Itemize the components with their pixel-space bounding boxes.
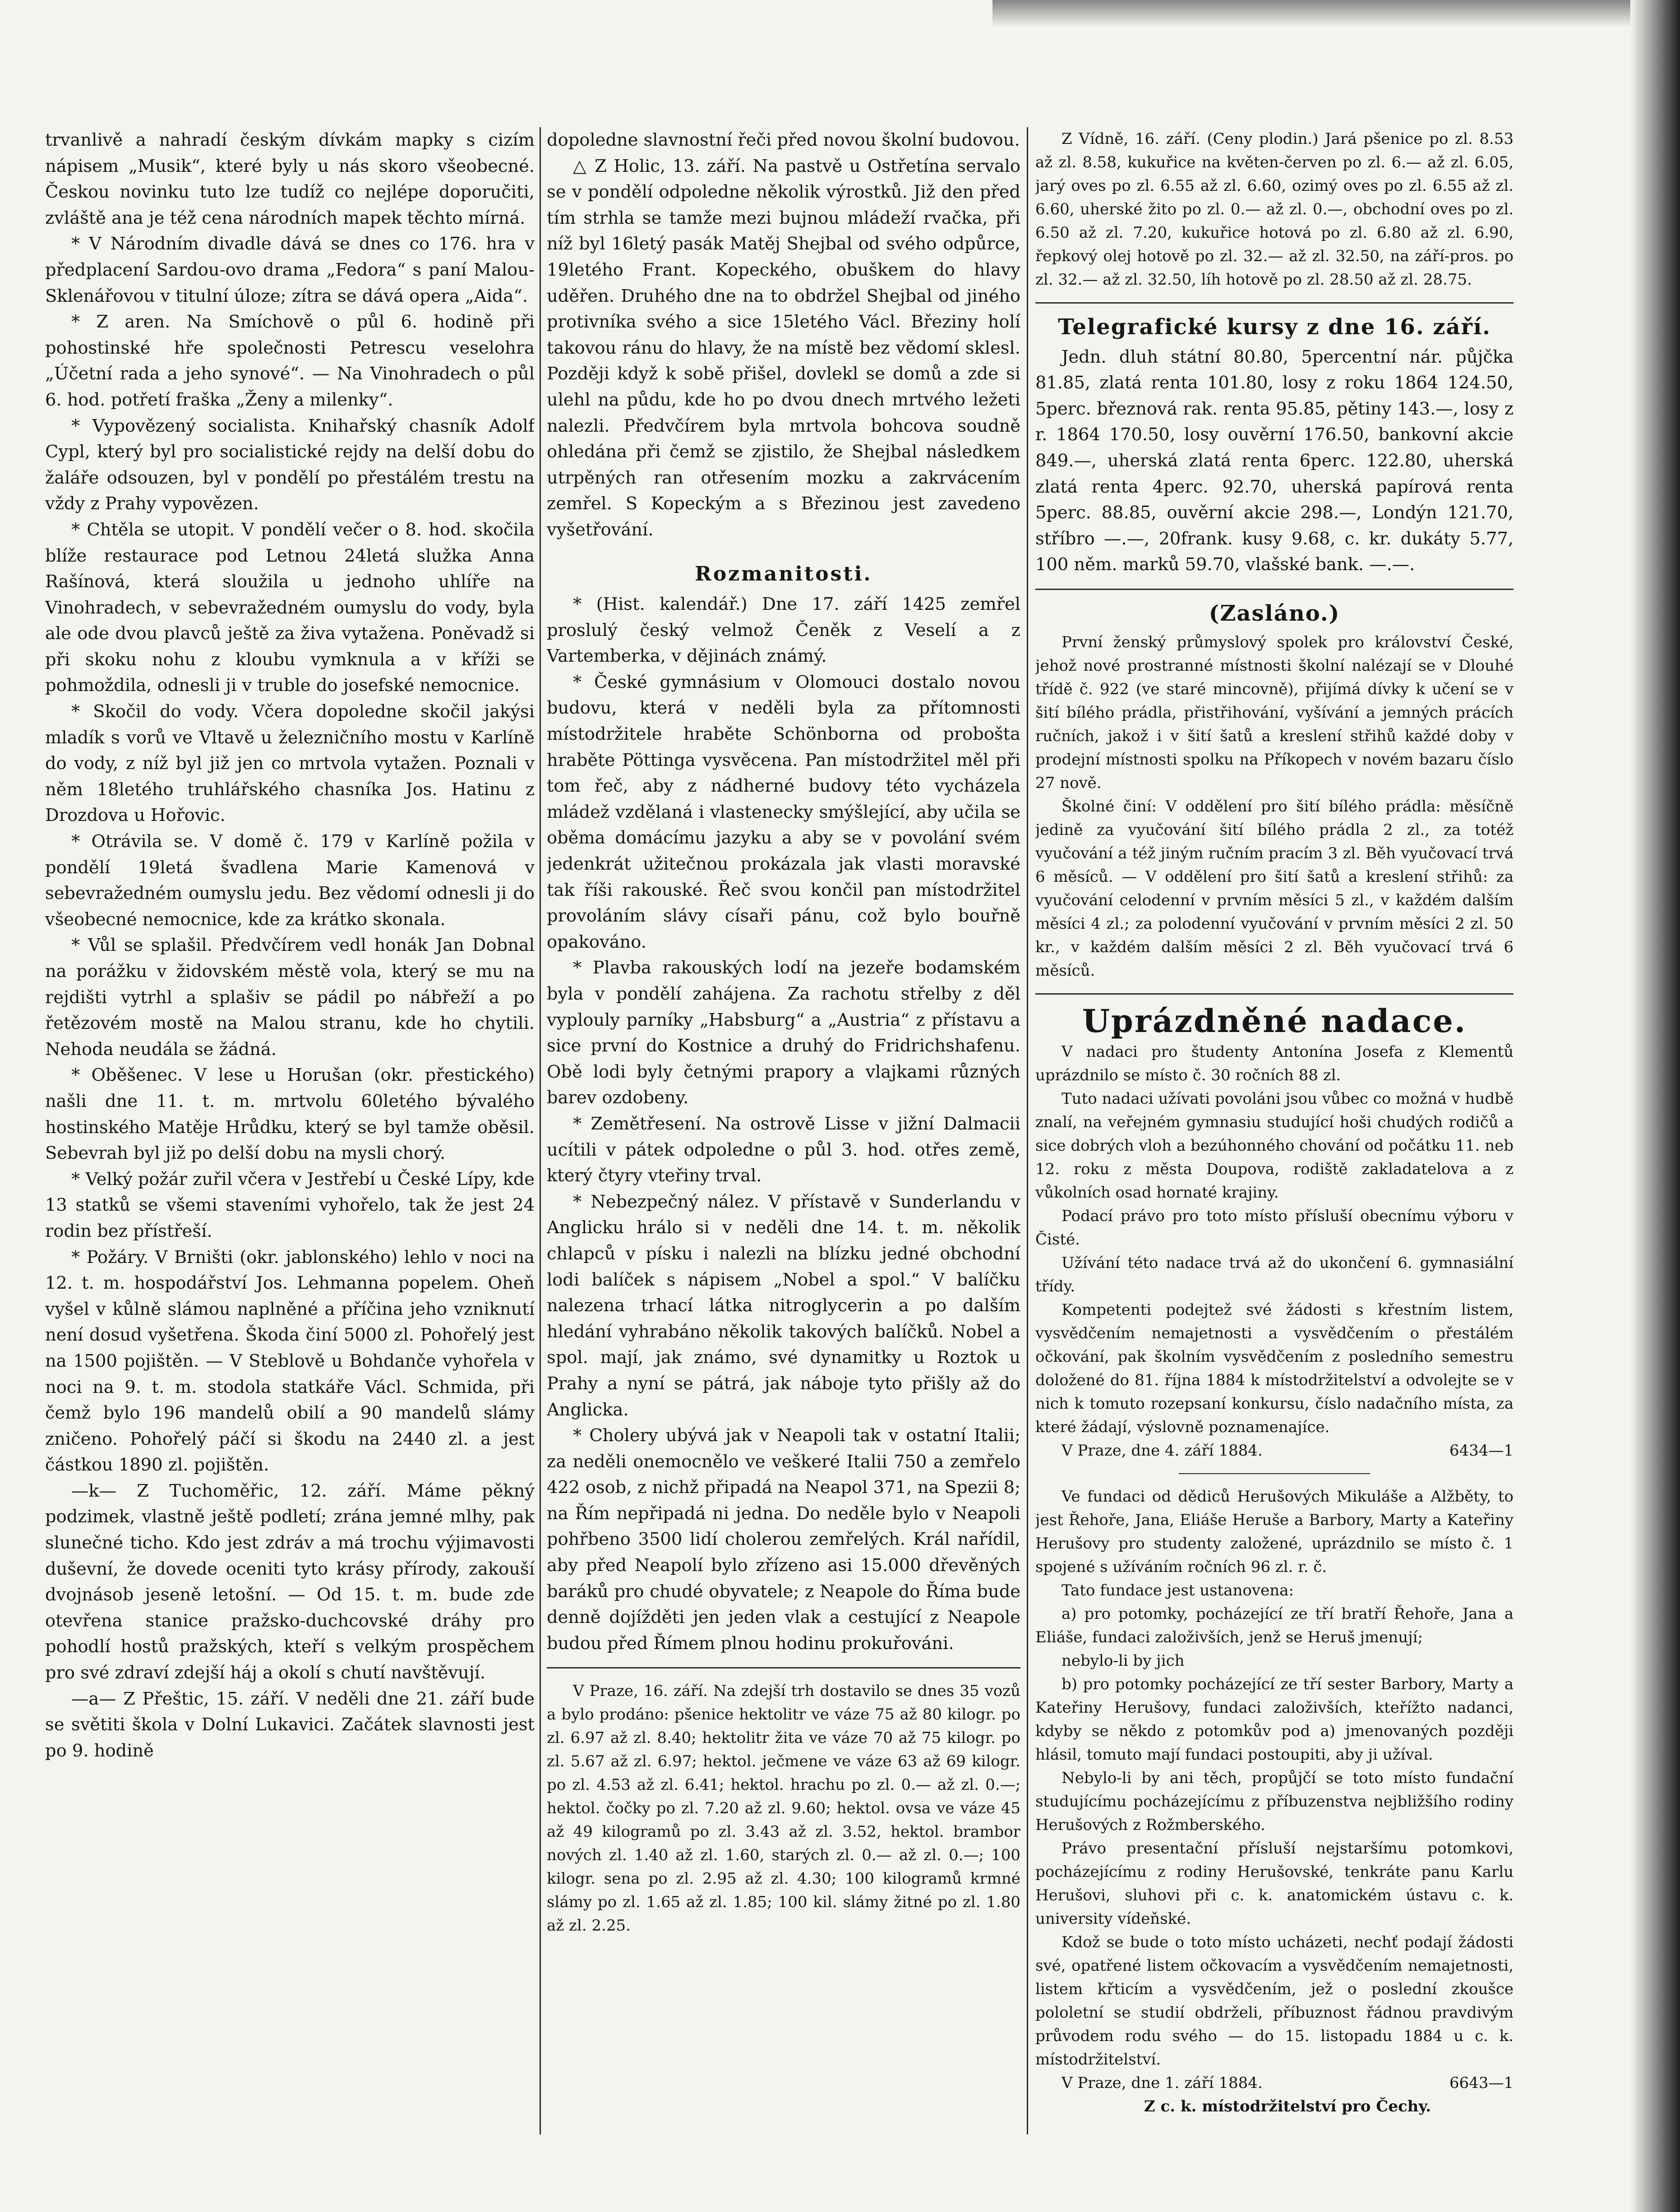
news-paragraph: * Chtěla se utopit. V pondělí večer o 8. hod. skočila blíže restaurace pod Letnou 24letá služka Anna Rašínová, která sloužila u jednoho uhlíře na Vinohradech, v sebevražedném oumyslu do vody, byla ale ode dvou plavců ještě za živa vytažena. Poněvadž si při skoku nohu z kloubu vymknula a v kříži se pohmoždila, odnesli ji v truble do josefské nemocnice. xyxy=(45,519,535,696)
notice-signature xyxy=(1035,1439,1514,1462)
scan-edge-right xyxy=(1630,0,1680,2212)
column-2 xyxy=(547,127,1020,2198)
news-paragraph: * Vůl se splašil. Předvčírem vedl honák Jan Dobnal na porážku v židovském městě vola, který se mu na rejdišti vytrhl a splašiv se pádil po nábřeží a po řetězovém mostě na Malou stranu, kde ho chytili. Nehoda neudála se žádná. xyxy=(45,935,535,1060)
news-paragraph: * Oběšenec. V lese u Horušan (okr. přestického) našli dne 11. t. m. mrtvolu 60letého bývalého hostinského Matěje Hrůdku, který se byl tamže oběsil. Sebevrah byl již po delší dobu na mysli chorý. xyxy=(45,1065,535,1164)
notice-paragraph: Tuto nadaci užívati povoláni jsou vůbec co možná v hudbě znalí, na veřejném gymnasiu studující hoši chudých rodičů a sice dobrých vloh a bezúhonného chování od počátku 11. neb 12. roku z města Doupova, rodiště zakladatelova a z vůkolních osad hornaté krajiny. xyxy=(1035,1090,1514,1202)
notice-reference: 6643—1 xyxy=(1449,2074,1514,2092)
divider xyxy=(1179,1473,1370,1474)
news-paragraph: * V Národním divadle dává se dnes co 176. hra v předplacení Sardou-ovo drama „Fedora“ s paní Malou-Sklenářovou v titulní úloze; zítra se dává opera „Aida“. xyxy=(45,234,535,306)
scan-shadow-top xyxy=(992,0,1630,27)
news-paragraph: * České gymnásium v Olomouci dostalo novou budovu, která v neděli byla za přítomnosti místodržitele hraběte Schönborna od proboštа hraběte Pöttinga vysvěcena. Pan místodržitel měl při tom řeč, aby z nádherné budovy této vycházela mládež vzdělaná i vlastenecky smýšlející, aby učila se oběma domácímu jazyku a aby se v povolání svém jedenkrát užitečnou prokázala jak vlasti moravské tak říši rakouské. Řeč svou končil pan místodržitel provoláním slávy císaři pánu, což bylo bouřně opakováno. xyxy=(547,672,1020,952)
news-paragraph: * Z aren. Na Smíchově o půl 6. hodině při pohostinské hře společnosti Petrescu veselohra „Účetní rada a jeho synové“. — Na Vinohradech o půl 6. hod. potřetí fraška „Ženy a milenky“. xyxy=(45,312,535,410)
news-paragraph: * Plavba rakouských lodí na jezeře bodamském byla v pondělí zahájena. Za rachotu střelby z děl vyplouly parníky „Habsburg“ a „Austria“ z přístavu a sice první do Kostnice a druhý do Fridrichshafenu. Obě lodi byly četnými prapory a vlajkami různých barev ozdobeny. xyxy=(547,958,1020,1108)
news-paragraph: * Skočil do vody. Včera dopoledne skočil jakýsi mladík s vorů ve Vltavě u železničního mostu v Karlíně do vody, z níž byl již jen co mrtvola vytažen. Poznali v něm 18letého truhlářského chasníka Jos. Hatinu z Drozdova u Hořovic. xyxy=(45,701,535,826)
market-report: V Praze, 16. září. Na zdejší trh dostavilo se dnes 35 vozů a bylo prodáno: pšenice hektolitr ve váze 75 až 80 kilogr. po zl. 6.97 až zl. 8.40; hektolitr žita ve váze 70 až 75 kilogr. po zl. 5.67 až zl. 6.97; hektol. ječmene ve váze 63 až 69 kilogr. po zl. 4.53 až zl. 6.41; hektol. hrachu po zl. 0.— až zl. 0.—; hektol. čočky po zl. 7.20 až zl. 9.60; hektol. ovsa ve váze 45 až 49 kilogramů po zl. 3.43 až zl. 3.52, hektol. brambor nových zl. 1.40 až zl. 1.60, starých zl. 0.— až zl. 0.—; 100 kilogr. sena po zl. 2.95 až zl. 4.30; 100 kilogramů krmné slámy po zl. 1.65 až zl. 1.85; 100 kil. slámy žitné po zl. 1.80 až zl. 2.25. xyxy=(547,1682,1020,1935)
column-rule-1 xyxy=(540,127,541,2134)
notice-date: V Praze, dne 4. září 1884. xyxy=(1062,1442,1263,1460)
news-paragraph: —a— Z Přeštic, 15. září. V neděli dne 21. září bude se světiti škola v Dolní Lukavici. Začátek slavnosti jest po 9. hodině xyxy=(45,1688,535,1761)
news-paragraph: * Velký požár zuřil včera v Jestřebí u České Lípy, kde 13 statků se všemi staveními vyhořelo, tak že jest 24 rodin bez přístřeší. xyxy=(45,1169,535,1241)
notice-reference: 6434—1 xyxy=(1449,1442,1514,1460)
news-paragraph: dopoledne slavnostní řeči před novou školní budovou. xyxy=(547,130,1020,150)
divider xyxy=(1035,993,1514,995)
news-paragraph: * Cholery ubývá jak v Neapoli tak v ostatní Italii; za neděli onemocnělo ve veškeré Italii 750 a zemřelo 422 osob, z nichž připadá na Neapol 371, na Spezii 8; na Řím nepřipadá ni jedna. Do neděle bylo v Neapoli pohřbeno 3500 lidí cholerou zemřelých. Král nařídil, aby před Neapolí bylo zřízeno asi 15.000 dřevěných baráků pro chudé obyvatele; z Neapole do Říma bude denně dojížděti jen jeden vlak a cestující z Neapole budou před Římem plnou hodinu prokuřováni. xyxy=(547,1425,1020,1654)
notice-paragraph: Kdož se bude o toto místo ucházeti, nechť podají žádosti své, opatřené listem očkovacím a vysvědčením nemajetnosti, listem křticím a vysvědčením, jež o poslední zkoušce pololetní se studií obdrželi, příbuznost řádnou pravdivým průvodem rodu svého — do 15. listopadu 1884 u c. k. místodržitelství. xyxy=(1035,1933,1514,2069)
notice-paragraph: Ve fundaci od dědiců Herušových Mikuláše a Alžběty, to jest Řehoře, Jana, Eliáše Heruše a Barbory, Marty a Kateřiny Herušovy pro studenty založené, uprázdnilo se místo č. 1 spojené s užíváním ročních 96 zl. r. č. xyxy=(1035,1488,1514,1576)
news-paragraph: * Zemětřesení. Na ostrově Lisse v jižní Dalmacii ucítili v pátek odpoledne o půl 3. hod. otřes země, který čtyry vteřiny trval. xyxy=(547,1113,1020,1186)
section-heading-rozmanitosti: Rozmanitosti. xyxy=(695,562,872,585)
notice-paragraph: Nebylo-li by ani těch, propůjčí se toto místo fundační studujícímu pocházejícímu z příbuzenstva nejbližšího rodiny Herušových z Rožmberského. xyxy=(1035,1769,1514,1834)
news-paragraph: * Požáry. V Brništi (okr. jablonského) lehlo v noci na 12. t. m. hospodářství Jos. Lehmanna popelem. Oheň vyšel v kůlně slámou naplněné a příčina jeho vzniknutí není dosud vyšetřena. Škoda činí 5000 zl. Pohořelý jest na 1500 pojištěn. — V Steblově u Bohdanče vyhořela v noci na 9. t. m. stodola statkáře Václ. Schmida, při čemž bylo 196 mandelů obilí a 90 mandelů slámy zničeno. Pohořelý páčí si škodu na 2440 zl. a jest částkou 1890 zl. pojištěn. xyxy=(45,1247,535,1475)
news-paragraph: * Vypovězený socialista. Knihařský chasník Adolf Cypl, který byl pro socialistické rejdy na delší dobu do žaláře odsouzen, byl v pondělí po přestálém trestu na vždy z Prahy vypovězen. xyxy=(45,415,535,514)
vienna-report: Z Vídně, 16. září. (Ceny plodin.) Jará pšenice po zl. 8.53 až zl. 8.58, kukuřice na květen-červen po zl. 6.— až zl. 6.05, jarý oves po zl. 6.55 až zl. 6.60, ozimý oves po zl. 6.55 až zl. 6.60, uherské žito po zl. 0.— až zl. 0.—, obchodní oves po zl. 6.50 až zl. 7.20, kukuřice hotová po zl. 6.80 až zl. 6.90, řepkový olej hotově po zl. 32.— až zl. 32.50, na září-pros. po zl. 32.— až zl. 32.50, líh hotově po zl. 28.50 až zl. 28.75. xyxy=(1035,130,1514,289)
divider xyxy=(1035,302,1514,304)
section-heading-uprazdnene-nadace: Uprázdněné nadace. xyxy=(1082,1002,1467,1040)
zaslano-paragraph: Školné činí: V oddělení pro šití bílého prádla: měsíčně jedině za vyučování šití bílého prádla 2 zl., za totéž vyučování a též jiným ručním pracím 3 zl. Běh vyučovací trvá 6 měsíců. — V oddělení pro šití šatů a kreslení střihů: za vyučování celodenní v prvním měsíci 5 zl., v každém dalším měsíci 4 zl.; za polodenní vyučování v prvním měsíci 2 zl. 50 kr., v každém dalším měsíci 2 zl. Běh vyučovací trvá 6 měsíců. xyxy=(1035,797,1514,980)
divider xyxy=(547,1667,1020,1668)
notice-paragraph: b) pro potomky pocházející ze tří sester Barbory, Marty a Kateřiny Herušovy, fundaci založivších, kteřížto nadanci, kdyby se někdo z potomkův pod a) jmenovaných později hlásil, tomuto mají fundaci postoupiti, aby ji užíval. xyxy=(1035,1675,1514,1764)
news-paragraph: * (Hist. kalendář.) Dne 17. září 1425 zemřel proslulý český velmož Čeněk z Veselí a z Vartemberka, v dějinách známý. xyxy=(547,594,1020,667)
notice-paragraph: a) pro potomky, pocházející ze tří bratří Řehoře, Jana a Eliáše, fundaci založivších, jenž se Heruš jmenují; xyxy=(1035,1605,1514,1647)
notice-paragraph: Užívání této nadace trvá až do ukončení 6. gymnasiální třídy. xyxy=(1035,1254,1514,1296)
news-paragraph: * Otrávila se. V domě č. 179 v Karlíně požila v pondělí 19letá švadlena Marie Kamenová v sebevražedném oumyslu jedu. Bez vědomí odnesli ji do všeobecné nemocnice, kde za krátko skonala. xyxy=(45,831,535,930)
section-heading-telegraph: Telegrafické kursy z dne 16. září. xyxy=(1058,314,1491,340)
divider xyxy=(1035,589,1514,590)
notice-paragraph: Kompetenti podejtež své žádosti s křestním listem, vysvědčením nemajetnosti a vysvědčením o přestálém očkování, pak školním vysvědčením z posledního semestru doložené do 81. října 1884 k místodržitelství a odvolejte se v nich k tomuto rozepsaní konkursu, číslo nadačního místa, za které žádají, výslovně poznamenajíce. xyxy=(1035,1301,1514,1437)
column-3 xyxy=(1035,127,1514,2198)
notice-paragraph: Tato fundace jest ustanovena: xyxy=(1062,1581,1294,1600)
telegraph-rates: Jedn. dluh státní 80.80, 5percentní nár. půjčka 81.85, zlatá renta 101.80, losy z roku 1864 124.50, 5perc. březnová rak. renta 95.85, pětiny 143.—, losy z r. 1864 170.50, losy ouvěrní 176.50, bankovní akcie 849.—, uherská zlatá renta 6perc. 122.80, uherská zlatá renta 4perc. 92.70, uherská papírová renta 5perc. 88.85, ouvěrní akcie 298.—, Londýn 121.70, stříbro —.—, 20frank. kusy 9.68, c. kr. dukáty 5.77, 100 něm. marků 59.70, vlašské bank. —.—. xyxy=(1035,346,1514,575)
section-heading-zaslano: (Zasláno.) xyxy=(1209,600,1340,626)
news-paragraph: * Nebezpečný nález. V přístavě v Sunderlandu v Anglicku hrálo si v neděli dne 14. t. m. několik chlapců v písku i nalezli na blízku jedné obchodní lodi balíček s nápisem „Nobel a spol.“ V balíčku nalezena trhací látka nitroglycerin a po dalším hledání vyhrabáno několik takových balíčků. Nobel a spol. mají, jak známo, své dynamitky u Roztok u Prahy a nyní se pátrá, jak náboje tyto přišly až do Anglicka. xyxy=(547,1191,1020,1420)
notice-paragraph: Právo presentační přísluší nejstaršímu potomkovi, pocházejícímu z rodiny Herušovské, tenkráte panu Karlu Herušovi, sluhovi při c. k. anatomickém ústavu c. k. university vídeňské. xyxy=(1035,1839,1514,1928)
column-1 xyxy=(45,127,535,2198)
column-rule-2 xyxy=(1027,127,1028,2134)
notice-paragraph: V nadaci pro študenty Antonína Josefa z Klementů uprázdnilo se místo č. 30 ročních 88 zl. xyxy=(1035,1043,1514,1085)
notice-authority: Z c. k. místodržitelství pro Čechy. xyxy=(1144,2097,1431,2116)
news-paragraph: △ Z Holic, 13. září. Na pastvě u Ostřetína servalo se v pondělí odpoledne několik výrostků. Již den před tím strhla se tamže mezi bujnou mládeží rvačka, při níž byl 16letý pasák Matěj Shejbal od svého odpůrce, 19letého Frant. Kopeckého, obuškem do hlavy uděřen. Druhého dne na to obdržel Shejbal od jiného protivníka svého a sice 15letého Václ. Březiny holí takovou ránu do hlavy, že na místě bez vědomí sklesl. Později když k sobě přišel, dovlekl se domů a zde si ulehl na půdu, kde ho po dvou dnech mrtvého ležeti nalezli. Předvčírem byla mrtvola bohcova soudně ohledána při čemž se zjistilo, že Shejbal následkem utrpěných ran otřesením mozku a zakrvácením zemřel. S Kopeckým a s Březinou jest zavedeno vyšetřování. xyxy=(547,156,1020,540)
news-paragraph: —k— Z Tuchoměřic, 12. září. Máme pěkný podzimek, vlastně ještě podletí; zrána jemné mlhy, pak slunečné ticho. Kdo jest zdráv a má trochu výjimavosti duševní, že dovede oceniti tyto krásy přírody, zakouší dvojnásob jeseně letošní. — Od 15. t. m. bude zde otevřena stanice pražsko-duchcovské dráhy pro pohodlí hostů pražských, kteří s velkým prospěchem pro své zdraví zdejší háj a okolí s chutí navštěvují. xyxy=(45,1480,535,1683)
notice-paragraph: Podací právo pro toto místo přísluší obecnímu výboru v Čisté. xyxy=(1035,1207,1514,1249)
news-paragraph: trvanlivě a nahradí českým dívkám mapky s cizím nápisem „Musik“, které byly u nás skoro všeobecné. Českou novinku tuto lze tudíž co nejlépe doporučiti, zvláště ana je též cena národních mapek těchto mírná. xyxy=(45,130,535,228)
notice-paragraph: nebylo-li by jich xyxy=(1062,1652,1185,1670)
notice-signature xyxy=(1035,2071,1514,2095)
zaslano-paragraph: První ženský průmyslový spolek pro království České, jehož nové prostranné místnosti školní nalézají se v Dlouhé třídě č. 922 (ve staré mincovně), přijímá dívky k učení se v šití bílého prádla, přistřihování, vyšívání a jemných prácích ručních, jakož i v šití šatů a kreslení střihů každé doby v prodejní místnosti spolku na Příkopech v novém bazaru číslo 27 nově. xyxy=(1035,633,1514,792)
notice-date: V Praze, dne 1. září 1884. xyxy=(1062,2074,1263,2092)
